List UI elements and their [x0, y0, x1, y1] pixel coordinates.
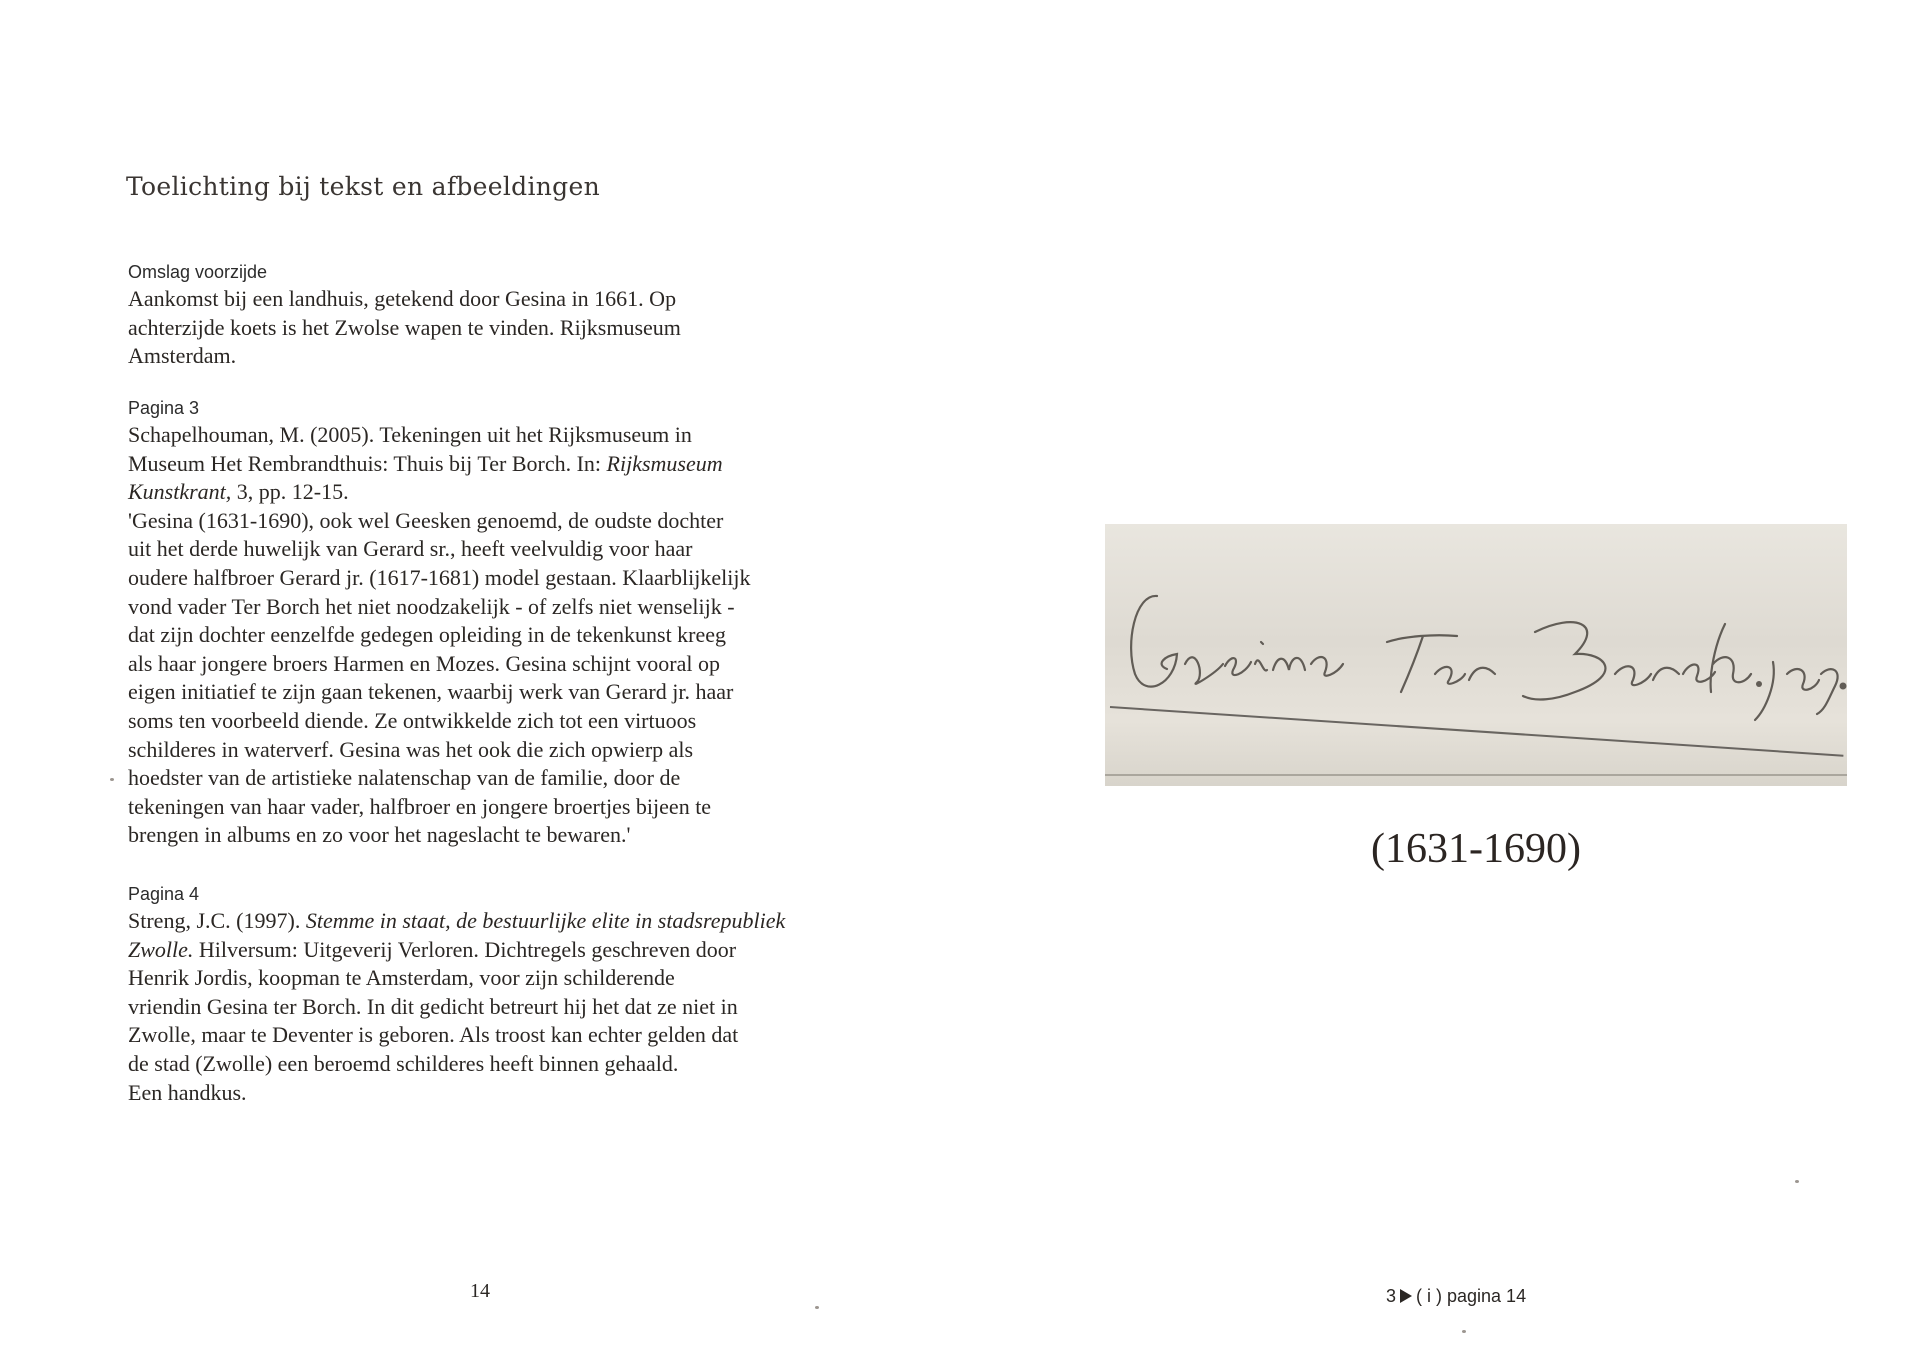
section-pagina-3	[128, 395, 848, 850]
reference-number: 3	[1386, 1286, 1397, 1306]
text-run: Streng, J.C. (1997).	[128, 908, 306, 933]
text-run: Museum Het Rembrandthuis: Thuis bij Ter Borch. In:	[128, 450, 607, 476]
text-line: Een handkus.	[128, 1079, 247, 1105]
text-line: schilderes in waterverf. Gesina was het ook die zich opwierp als	[128, 736, 694, 762]
page-reference	[1386, 1286, 1526, 1307]
text-line: 'Gesina (1631-1690), ook wel Geesken genoemd, de oudste dochter	[128, 507, 724, 533]
italic-title: Kunstkrant,	[128, 479, 232, 505]
text-line: soms ten voorbeeld diende. Ze ontwikkelde zich tot een virtuoos	[128, 707, 697, 733]
italic-title: Zwolle.	[128, 936, 194, 962]
text-line: achterzijde koets is het Zwolse wapen te vinden. Rijksmuseum	[128, 314, 681, 340]
section-heading: Pagina 3	[128, 398, 200, 418]
scan-speck	[1795, 1180, 1799, 1183]
text-line: vriendin Gesina ter Borch. In dit gedicht betreurt hij het dat ze niet in	[128, 993, 738, 1019]
text-line: dat zijn dochter eenzelfde gedegen opleiding in de tekenkunst kreeg	[128, 622, 727, 648]
text-line: als haar jongere broers Harmen en Mozes. Gesina schijnt vooral op	[128, 650, 720, 676]
reference-text: ( i ) pagina 14	[1416, 1286, 1527, 1306]
text-run: 3, pp. 12-15.	[231, 479, 349, 505]
scan-speck	[1462, 1330, 1466, 1333]
text-line	[128, 450, 848, 479]
text-line: Schapelhouman, M. (2005). Tekeningen uit het Rijksmuseum in	[128, 422, 692, 447]
text-line: hoedster van de artistieke nalatenschap van de familie, door de	[128, 765, 681, 791]
text-line: Zwolle, maar te Deventer is geboren. Als troost kan echter gelden dat	[128, 1022, 739, 1048]
text-line: oudere halfbroer Gerard jr. (1617-1681) model gestaan. Klaarblijkelijk	[128, 564, 751, 590]
italic-title: Rijksmuseum	[606, 450, 723, 476]
section-heading: Pagina 4	[128, 884, 200, 904]
scan-speck	[815, 1306, 819, 1309]
play-arrow-icon	[1400, 1289, 1412, 1303]
section-heading: Omslag voorzijde	[128, 262, 268, 282]
page-number: 14	[470, 1280, 490, 1302]
text-line	[128, 907, 848, 936]
scan-speck	[110, 778, 114, 781]
lifespan-years: (1631-1690)	[1371, 826, 1581, 872]
image-edge	[1105, 774, 1847, 776]
page-title: Toelichting bij tekst en afbeeldingen	[126, 172, 600, 201]
text-line: uit het derde huwelijk van Gerard sr., heeft veelvuldig voor haar	[128, 536, 693, 562]
text-line: eigen initiatief te zijn gaan tekenen, waarbij werk van Gerard jr. haar	[128, 679, 734, 705]
section-omslag-voorzijde	[128, 259, 848, 371]
signature-image	[1105, 524, 1847, 786]
text-line: tekeningen van haar vader, halfbroer en jongere broertjes bijeen te	[128, 793, 712, 819]
text-line	[128, 478, 848, 507]
text-line	[128, 936, 848, 965]
text-line: Aankomst bij een landhuis, getekend door Gesina in 1661. Op	[128, 286, 677, 311]
section-pagina-4	[128, 881, 848, 1107]
text-run: Hilversum: Uitgeverij Verloren. Dichtregels geschreven door	[193, 936, 737, 962]
italic-title: Stemme in staat, de bestuurlijke elite in stadsrepubliek	[305, 908, 786, 933]
text-line: de stad (Zwolle) een beroemd schilderes heeft binnen gehaald.	[128, 1050, 679, 1076]
text-line: vond vader Ter Borch het niet noodzakelijk - of zelfs niet wenselijk -	[128, 593, 735, 619]
text-line: brengen in albums en zo voor het nageslacht te bewaren.'	[128, 822, 631, 848]
text-line: Henrik Jordis, koopman te Amsterdam, voor zijn schilderende	[128, 965, 675, 991]
text-line: Amsterdam.	[128, 343, 237, 369]
